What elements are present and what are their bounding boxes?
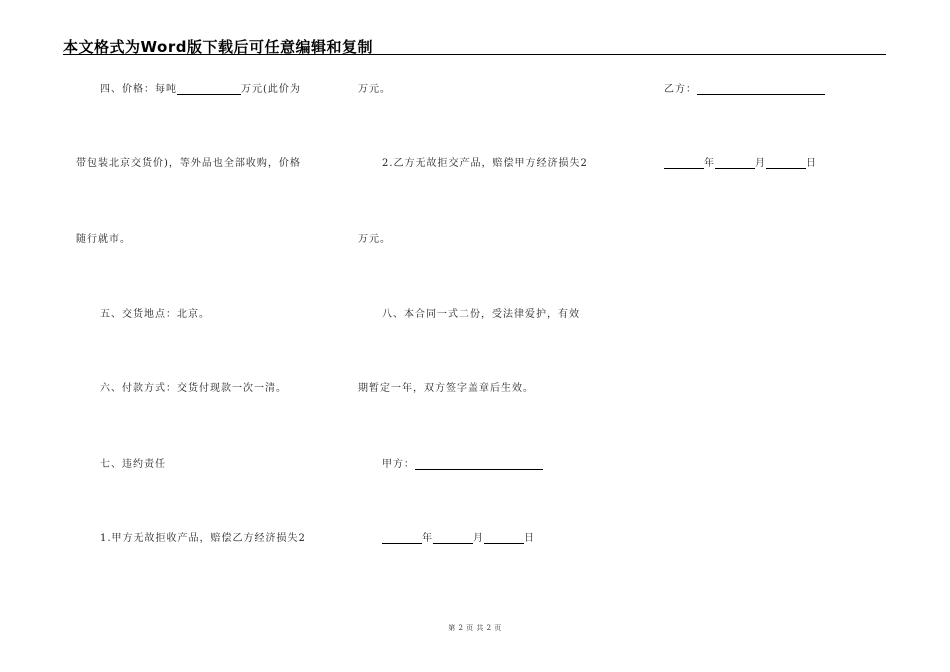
copies-clause-line-1: 八、本合同一式二份，受法律爱护，有效 [382, 309, 580, 320]
copies-clause-line-2: 期暂定一年，双方签字盖章后生效。 [358, 383, 534, 394]
party-a-label: 甲方： [382, 459, 415, 470]
year-label: 年 [704, 158, 715, 169]
party-b-signature-line [664, 80, 825, 95]
party-b-date-line [664, 154, 817, 169]
header-rule [63, 54, 886, 55]
price-suffix: 万元(此价为 [241, 84, 301, 95]
party-a-signature-line [382, 455, 543, 470]
wan-yuan-1: 万元。 [358, 84, 391, 95]
payment-clause: 六、付款方式：交货付现款一次一清。 [100, 383, 287, 394]
price-line-1 [100, 80, 301, 95]
party-a-blank [415, 459, 543, 470]
year-blank [664, 158, 704, 169]
price-line-3: 随行就市。 [76, 234, 131, 245]
year-label: 年 [422, 533, 433, 544]
wan-yuan-2: 万元。 [358, 234, 391, 245]
price-blank [177, 84, 241, 95]
price-prefix: 四、价格：每吨 [100, 84, 177, 95]
breach-clause-1: 1.甲方无故拒收产品，赔偿乙方经济损失2 [100, 533, 306, 544]
party-a-date-line [382, 529, 535, 544]
month-blank [433, 533, 473, 544]
month-label: 月 [473, 533, 484, 544]
day-blank [766, 158, 806, 169]
month-blank [715, 158, 755, 169]
breach-title: 七、违约责任 [100, 459, 166, 470]
party-b-blank [697, 84, 825, 95]
month-label: 月 [755, 158, 766, 169]
year-blank [382, 533, 422, 544]
price-line-2: 带包装北京交货价)，等外品也全部收购，价格 [76, 158, 301, 169]
day-label: 日 [806, 158, 817, 169]
document-header-title: 本文格式为Word版下载后可任意编辑和复制 [63, 38, 373, 56]
day-blank [484, 533, 524, 544]
delivery-clause: 五、交货地点：北京。 [100, 309, 210, 320]
party-b-label: 乙方： [664, 84, 697, 95]
day-label: 日 [524, 533, 535, 544]
page-number-footer: 第 2 页 共 2 页 [448, 624, 502, 632]
breach-clause-2: 2.乙方无故拒交产品，赔偿甲方经济损失2 [382, 158, 588, 169]
